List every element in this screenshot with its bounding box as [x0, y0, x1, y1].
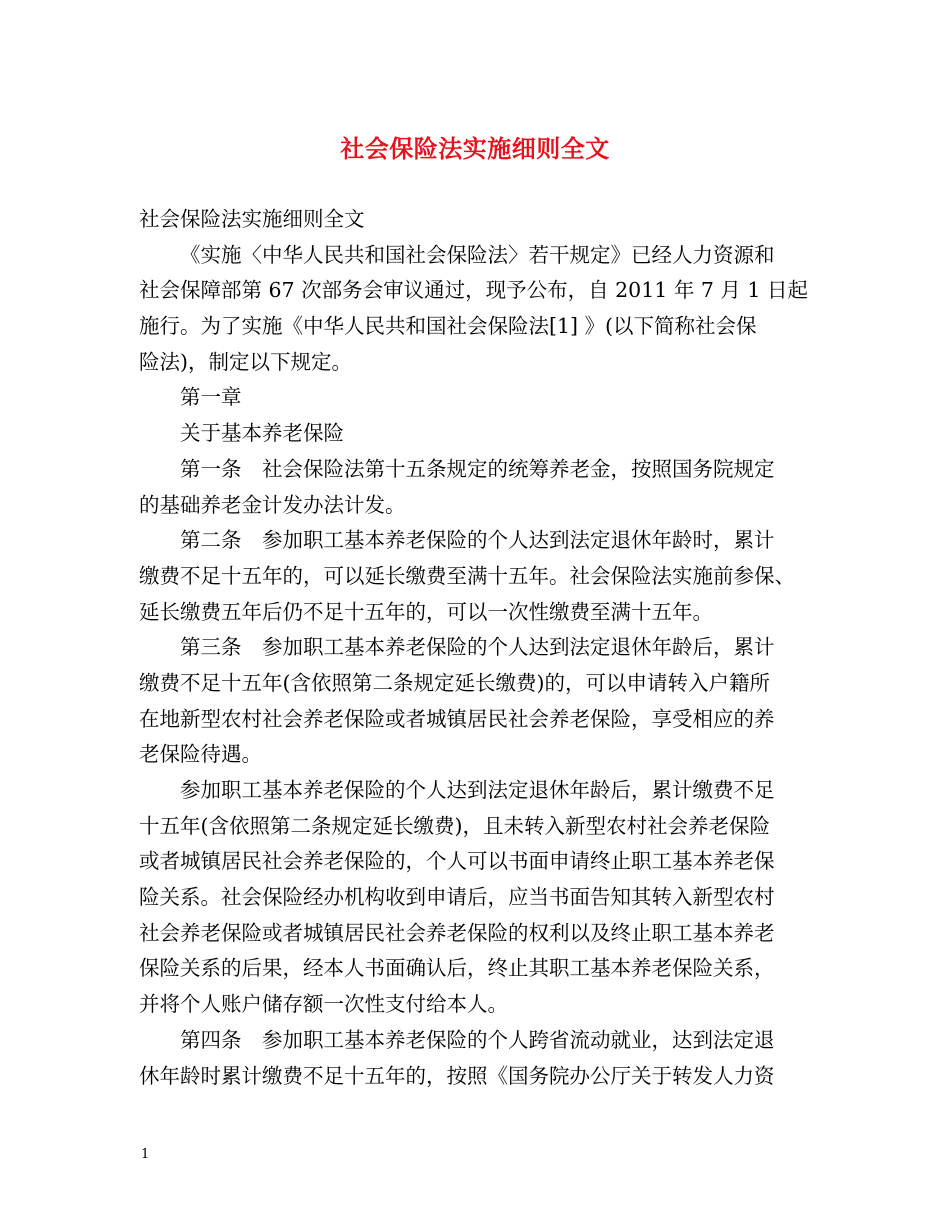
- text-line: 缴费不足十五年的，可以延长缴费至满十五年。社会保险法实施前参保、: [139, 563, 795, 588]
- document-body: [139, 202, 829, 1094]
- text-line: 参加职工基本养老保险的个人达到法定退休年龄后，累计缴费不足: [180, 778, 775, 802]
- text-line: 险法)，制定以下规定。: [139, 349, 352, 374]
- text-line: 第二条 参加职工基本养老保险的个人达到法定退休年龄时，累计: [180, 528, 775, 553]
- text-line: 缴费不足十五年(含依照第二条规定延长缴费)的，可以申请转入户籍所: [139, 670, 770, 695]
- text-line: 第一章: [180, 385, 242, 410]
- text-line: 第三条 参加职工基本养老保险的个人达到法定退休年龄后，累计: [180, 635, 775, 660]
- text-line: 或者城镇居民社会养老保险的，个人可以书面申请终止职工基本养老保: [139, 849, 775, 874]
- text-line: 社会保险法实施细则全文: [139, 207, 365, 231]
- text-line: 在地新型农村社会养老保险或者城镇居民社会养老保险，享受相应的养: [139, 706, 775, 731]
- document-title: 社会保险法实施细则全文: [340, 135, 610, 163]
- text-line: 关于基本养老保险: [180, 421, 344, 446]
- text-line: 的基础养老金计发办法计发。: [139, 492, 406, 517]
- text-line: 社会养老保险或者城镇居民社会养老保险的权利以及终止职工基本养老: [139, 920, 775, 945]
- text-line: 十五年(含依照第二条规定延长缴费)，且未转入新型农村社会养老保险: [139, 813, 770, 838]
- text-line: 社会保障部第 67 次部务会审议通过，现予公布，自 2011 年 7 月 1 日起: [139, 278, 808, 303]
- text-line: 休年龄时累计缴费不足十五年的，按照《国务院办公厅关于转发人力资: [139, 1063, 775, 1088]
- text-line: 老保险待遇。: [139, 742, 262, 767]
- text-line: 并将个人账户储存额一次性支付给本人。: [139, 992, 508, 1017]
- text-line: 延长缴费五年后仍不足十五年的，可以一次性缴费至满十五年。: [139, 599, 713, 624]
- text-line: 第一条 社会保险法第十五条规定的统筹养老金，按照国务院规定: [180, 456, 775, 481]
- text-line: 险关系。社会保险经办机构收到申请后，应当书面告知其转入新型农村: [139, 885, 775, 910]
- text-line: 施行。为了实施《中华人民共和国社会保险法[1] 》(以下简称社会保: [139, 314, 757, 339]
- text-line: 保险关系的后果，经本人书面确认后，终止其职工基本养老保险关系，: [139, 956, 775, 981]
- text-line: 《实施〈中华人民共和国社会保险法〉若干规定》已经人力资源和: [180, 242, 775, 267]
- text-line: 第四条 参加职工基本养老保险的个人跨省流动就业，达到法定退: [180, 1027, 775, 1052]
- page-number: 1: [141, 1147, 150, 1162]
